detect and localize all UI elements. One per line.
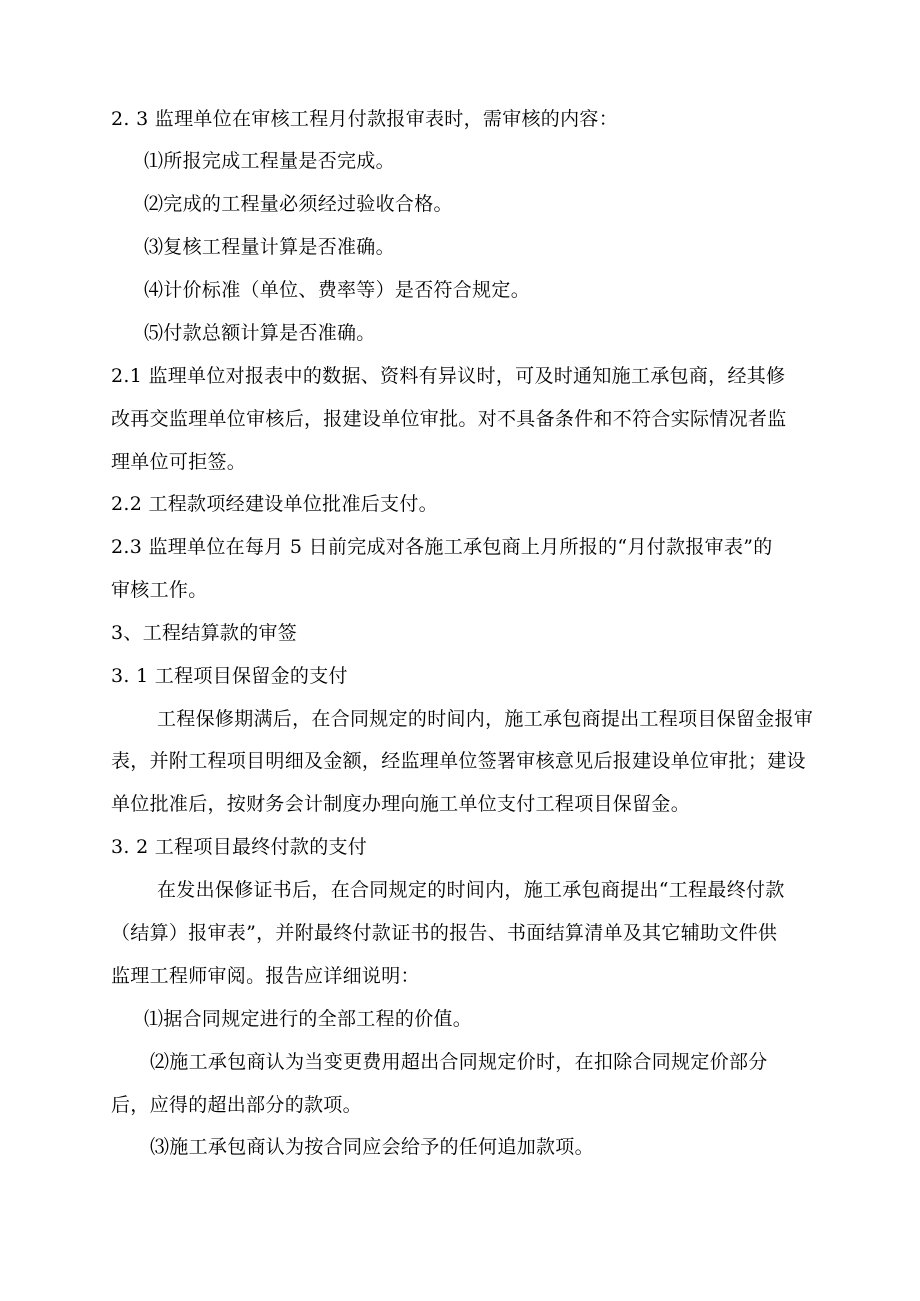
- paragraph-3-2-line-3: 监理工程师审阅。报告应详细说明：: [111, 965, 420, 987]
- paragraph-2-1-line-3: 理单位可拒签。: [111, 451, 247, 473]
- paragraph-3-1-line-3: 单位批准后，按财务会计制度办理向施工单位支付工程项目保留金。: [111, 793, 691, 815]
- list-item-1: ⑴所报完成工程量是否完成。: [144, 150, 395, 172]
- list-item-5: ⑸付款总额计算是否准确。: [144, 322, 376, 344]
- paragraph-3-1-line-2: 表，并附工程项目明细及金额，经监理单位签署审核意见后报建设单位审批；建设: [111, 750, 806, 772]
- report-item-2-line-2: 后，应得的超出部分的款项。: [111, 1094, 362, 1116]
- paragraph-3-2-line-1: 在发出保修证书后，在合同规定的时间内，施工承包商提出“工程最终付款: [157, 879, 785, 901]
- paragraph-2-3-line-1: 2.3 监理单位在每月 5 日前完成对各施工承包商上月所报的“月付款报审表”的: [111, 536, 773, 558]
- section-3-2-heading: 3. 2 工程项目最终付款的支付: [111, 836, 368, 858]
- paragraph-3-2-line-2: （结算）报审表”，并附最终付款证书的报告、书面结算清单及其它辅助文件供: [111, 922, 778, 944]
- report-item-2-line-1: ⑵施工承包商认为当变更费用超出合同规定价时，在扣除合同规定价部分: [150, 1051, 768, 1073]
- section-3-1-heading: 3. 1 工程项目保留金的支付: [111, 665, 348, 687]
- section-2-3-heading: 2. 3 监理单位在审核工程月付款报审表时，需审核的内容：: [111, 108, 618, 130]
- paragraph-2-1-line-2: 改再交监理单位审核后，报建设单位审批。对不具备条件和不符合实际情况者监: [111, 408, 787, 430]
- report-item-1: ⑴据合同规定进行的全部工程的价值。: [144, 1008, 473, 1030]
- paragraph-2-1-line-1: 2.1 监理单位对报表中的数据、资料有异议时，可及时通知施工承包商，经其修: [111, 365, 786, 387]
- report-item-3: ⑶施工承包商认为按合同应会给予的任何追加款项。: [150, 1136, 594, 1158]
- paragraph-2-2: 2.2 工程款项经建设单位批准后支付。: [111, 493, 438, 515]
- paragraph-3-1-line-1: 工程保修期满后，在合同规定的时间内，施工承包商提出工程项目保留金报审: [157, 708, 814, 730]
- list-item-3: ⑶复核工程量计算是否准确。: [144, 236, 395, 258]
- section-3-heading: 3、工程结算款的审签: [111, 622, 298, 644]
- list-item-2: ⑵完成的工程量必须经过验收合格。: [144, 193, 453, 215]
- list-item-4: ⑷计价标准（单位、费率等）是否符合规定。: [144, 279, 531, 301]
- paragraph-2-3-line-2: 审核工作。: [111, 579, 208, 601]
